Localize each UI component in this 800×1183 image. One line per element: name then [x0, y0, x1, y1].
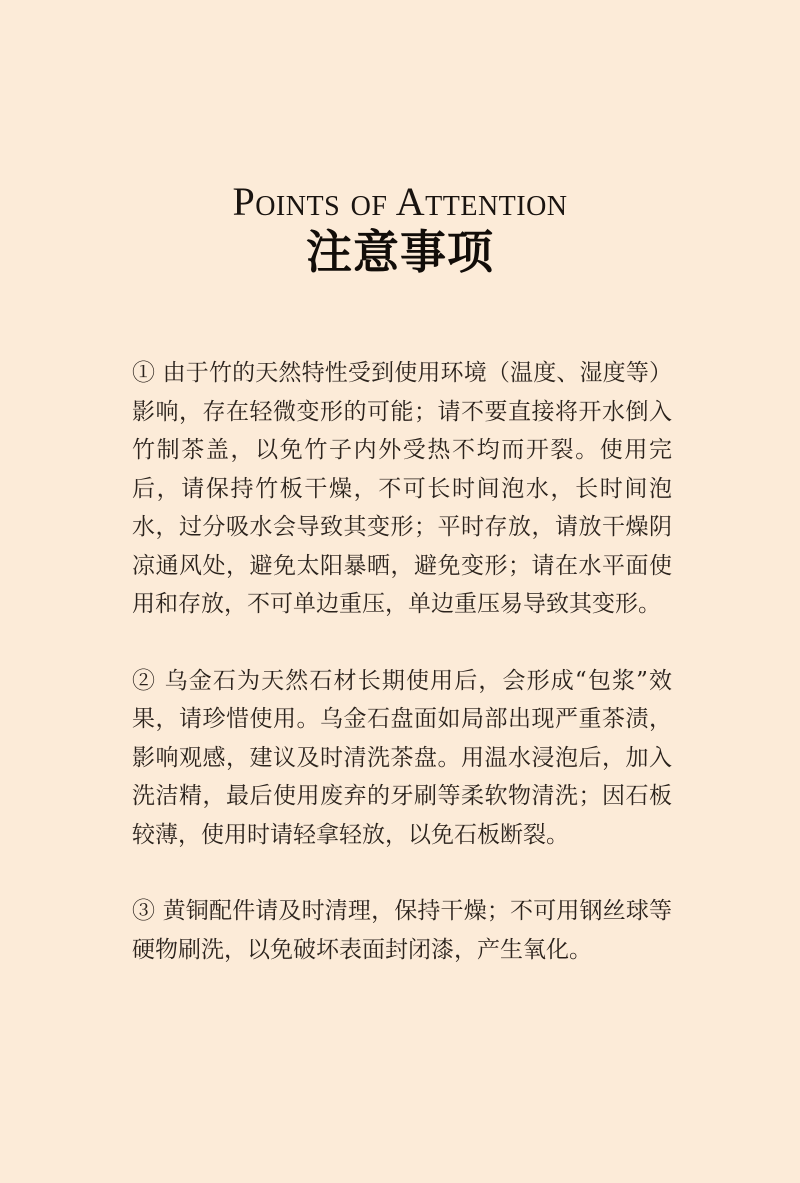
notice-paragraph-2: ② 乌金石为天然石材长期使用后，会形成“包浆”效果，请珍惜使用。乌金石盘面如局部出现严重茶渍，影响观感，建议及时清洗茶盘。用温水浸泡后，加入洗洁精，最后使用废弃的牙刷等柔软物清洗；因石板较薄，使用时请轻拿轻放，以免石板断裂。 [132, 667, 672, 848]
notice-paragraph-3: ③ 黄铜配件请及时清理，保持干燥；不可用钢丝球等硬物刷洗，以免破坏表面封闭漆，产生氧化。 [132, 898, 672, 963]
notice-content [132, 354, 672, 1007]
page-title-chinese: 注意事项 [306, 225, 494, 279]
page-title-english: Points of Attention [232, 179, 568, 224]
notice-paragraph-1: ① 由于竹的天然特性受到使用环境（温度、湿度等）影响，存在轻微变形的可能；请不要直接将开水倒入竹制茶盖，以免竹子内外受热不均而开裂。使用完后，请保持竹板干燥，不可长时间泡水，长时间泡水，过分吸水会导致其变形；平时存放，请放干燥阴凉通风处，避免太阳暴晒，避免变形；请在水平面使用和存放，不可单边重压，单边重压易导致其变形。 [132, 360, 672, 617]
